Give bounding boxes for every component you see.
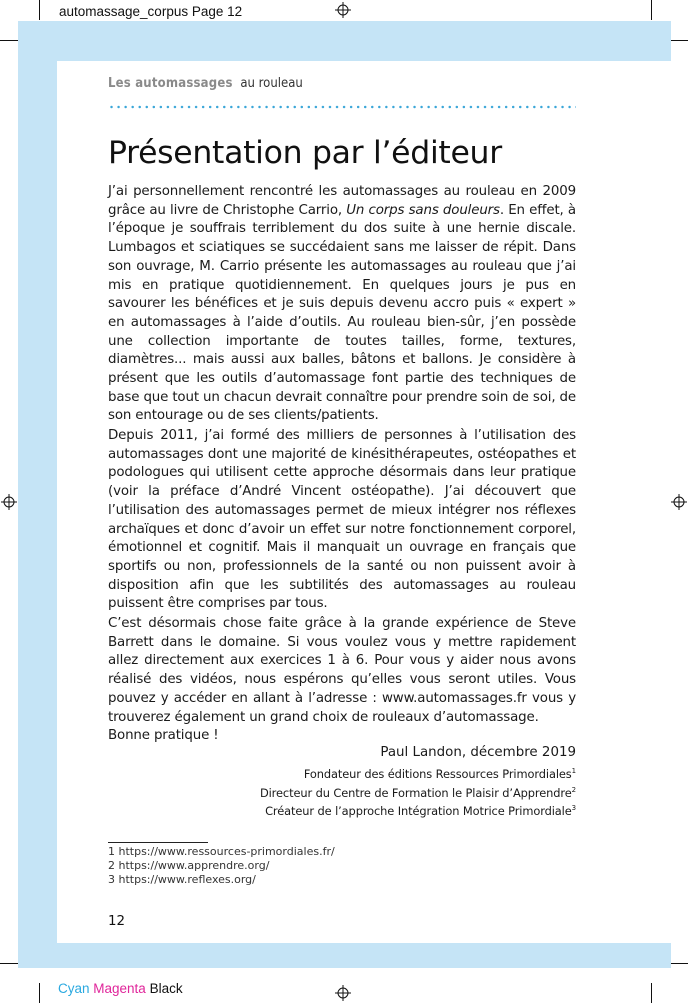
running-head bbox=[108, 76, 303, 91]
crop-mark-bottom-right bbox=[651, 983, 652, 1003]
crop-mark-right-bottom bbox=[671, 963, 688, 964]
signature-role-1 bbox=[304, 767, 576, 781]
signature-name-date: Paul Landon, décembre 2019 bbox=[380, 745, 576, 760]
crop-mark-left-bottom bbox=[0, 963, 18, 964]
running-head-subtitle: au rouleau bbox=[240, 76, 303, 91]
page-number: 12 bbox=[108, 914, 126, 929]
footnote-3[interactable]: 3 https://www.reflexes.org/ bbox=[108, 873, 256, 886]
color-separation-labels bbox=[58, 981, 183, 996]
paragraph-2 bbox=[108, 427, 576, 614]
black-label: Black bbox=[149, 981, 183, 996]
dotted-rule bbox=[108, 105, 576, 109]
paragraph-2-text: Depuis 2011, j’ai formé des milliers de personnes à l’utilisation des automassages dont une majorité de kinésithérapeutes, ostéopathes et podologues qui utilisent cette approche désormais dans leur pratique (voir la préface d’André Vincent ostéopathe). J’ai découvert que l’utilisation des automassages permet de mieux intégrer nos réflexes archaïques et donc d’avoir un effet sur notre fonctionnement corporel, émotionnel et cognitif. Mais il manquait un ouvrage en français que sportifs ou non, professionnels de la santé ou non puissent avoir à disposition afin que les subtilités des automassages au rouleau puissent être comprises par tous. bbox=[108, 428, 576, 612]
paragraph-3 bbox=[108, 615, 576, 746]
crop-mark-left-top bbox=[0, 40, 18, 41]
footnote-ref[interactable]: 3 bbox=[571, 804, 576, 813]
printer-slug: automassage_corpus Page 12 bbox=[59, 4, 243, 19]
registration-mark-right-icon bbox=[671, 494, 687, 510]
footnote-2[interactable]: 2 https://www.apprendre.org/ bbox=[108, 859, 270, 872]
paragraph-1-text-a: J’ai personnellement rencontré les automassages au rouleau en 2009 grâce au livre de Christophe Carrio, bbox=[108, 184, 576, 218]
paragraph-1-text-b: . En effet, à l’époque je souffrais terriblement du dos suite à une hernie discale. Lumbagos et sciatiques se succédaient sans me laisser de répit. Dans son ouvrage, M. Carrio présente les automassages au rouleau que j’ai mis en pratique quotidiennement. En quelques jours je pus en savourer les bénéfices et je suis depuis devenu accro puis « expert » en automassages à l’aide d’outils. Au rouleau bien-sûr, j’en possède une collection importante de toutes tailles, forme, textures, diamètres... mais aussi aux balles, bâtons et ballons. Je considère à présent que les outils d’automassage font partie des techniques de base que tout un chacun devrait connaître pour prendre soin de soi, de son entourage ou de ses clients/patients. bbox=[108, 202, 576, 424]
footnote-1[interactable]: 1 https://www.ressources-primordiales.fr/ bbox=[108, 845, 335, 858]
magenta-label: Magenta bbox=[93, 981, 146, 996]
crop-mark-bottom-left bbox=[39, 983, 40, 1003]
footnote-ref[interactable]: 1 bbox=[571, 767, 576, 776]
registration-mark-bottom-icon bbox=[335, 985, 351, 1001]
running-head-section: Les automassages bbox=[108, 76, 233, 91]
crop-mark-right-top bbox=[671, 40, 688, 41]
registration-mark-top-icon bbox=[335, 2, 351, 18]
role-text: Créateur de l’approche Intégration Motrice Primordiale bbox=[265, 804, 572, 818]
role-text: Fondateur des éditions Ressources Primordiales bbox=[303, 767, 572, 781]
role-text: Directeur du Centre de Formation le Plaisir d’Apprendre bbox=[259, 786, 572, 800]
crop-mark-top-right bbox=[651, 0, 652, 20]
signature-role-2 bbox=[260, 786, 576, 800]
page-title: Présentation par l’éditeur bbox=[108, 135, 502, 171]
crop-mark-top-left bbox=[39, 0, 40, 20]
book-title: Un corps sans douleurs bbox=[346, 202, 500, 218]
paragraph-1 bbox=[108, 183, 576, 426]
cyan-label: Cyan bbox=[58, 981, 90, 996]
closing-line: Bonne pratique ! bbox=[108, 728, 219, 744]
footnote-ref[interactable]: 2 bbox=[571, 786, 576, 795]
signature-role-3 bbox=[265, 804, 576, 818]
paragraph-3-text: C’est désormais chose faite grâce à la grande expérience de Steve Barrett dans le domaine. Si vous voulez vous y mettre rapidement allez directement aux exercices 1 à 6. Pour vous y aider nous avons réalisé des vidéos, nous espérons qu’elles vous seront utiles. Vous pouvez y accéder en allant à l’adresse : www.automassages.fr vous y trouverez également un grand choix de rouleaux d’automassage. bbox=[108, 616, 576, 725]
registration-mark-left-icon bbox=[1, 494, 17, 510]
footnote-rule bbox=[108, 842, 208, 843]
